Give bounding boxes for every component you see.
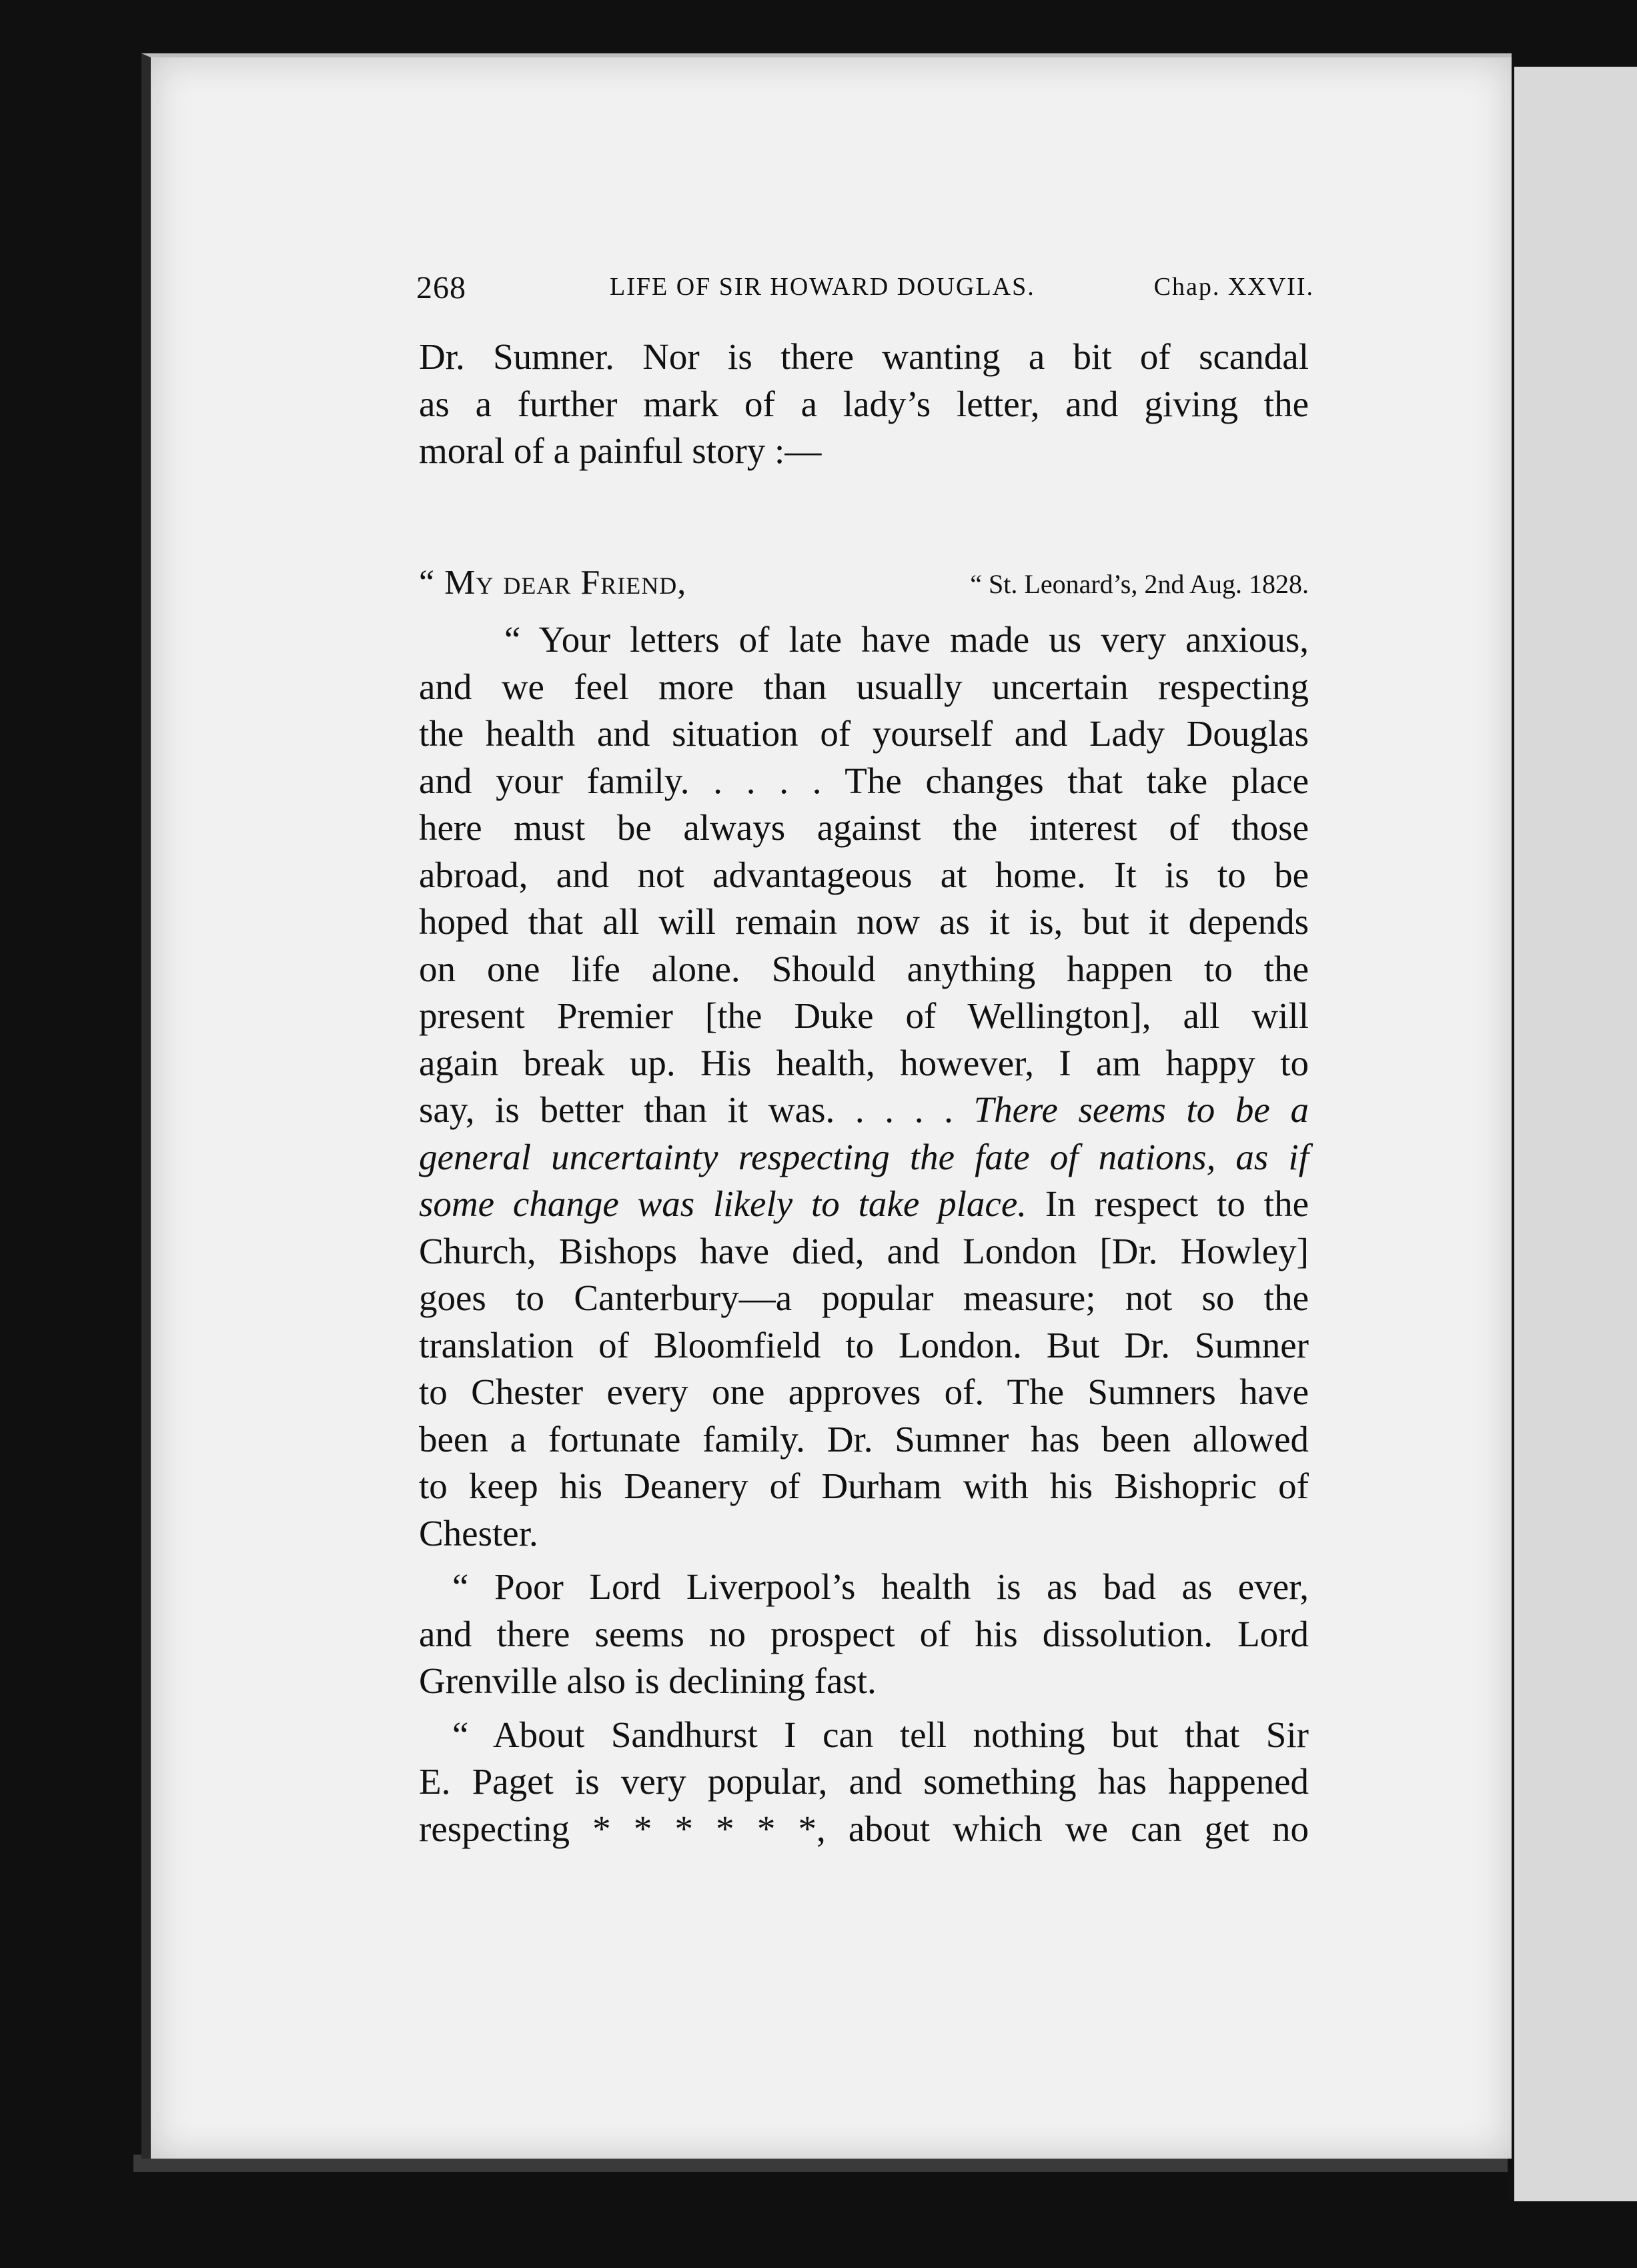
text-line: to Chester every one approves of. The Sumners have [419,1371,1309,1412]
text-line: the health and situation of yourself and Lady Douglas [419,713,1309,754]
letter-body [419,616,1309,1852]
text-line: E. Paget is very popular, and something has happened [419,1761,1309,1802]
intro-paragraph [419,334,1309,475]
text-line: again break up. His health, however, I am happy to [419,1042,1309,1083]
text-line: “ Poor Lord Liverpool’s health is as bad as ever, [452,1566,1309,1607]
book-title: LIFE OF SIR HOWARD DOUGLAS. [610,273,1035,301]
italic-text: There seems to be a [973,1089,1309,1130]
dateline: “ St. Leonard’s, 2nd Aug. 1828. [970,569,1309,599]
paragraph-gap [419,1705,1309,1712]
text-line: respecting * * * * * *, about which we can get no [419,1808,1309,1849]
text-line: on one life alone. Should anything happen to the [419,948,1309,989]
text-line: translation of Bloomfield to London. But Dr. Sumner [419,1324,1309,1365]
text-line: “ Your letters of late have made us very anxious, [504,619,1309,660]
text-line [419,1181,1309,1228]
text-line: to keep his Deanery of Durham with his Bishopric of [419,1466,1309,1506]
text-line: and your family. . . . . The changes that take place [419,760,1309,801]
text-line: moral of a painful story :— [419,430,822,471]
italic-text: some change was likely to take place. [419,1183,1027,1224]
running-head [416,269,1314,310]
salutation: “ My dear Friend, [419,564,687,602]
chapter-label: Chap. XXVII. [1153,273,1314,301]
text-fragment: In respect to the [1026,1183,1309,1224]
text-line [419,1087,1309,1134]
paragraph-gap [419,1557,1309,1564]
text-line: been a fortunate family. Dr. Sumner has been allowed [419,1418,1309,1460]
text-line: as a further mark of a lady’s letter, and giving the [419,383,1309,424]
text-line: Grenville also is declining fast. [419,1660,877,1701]
page-number: 268 [416,270,466,306]
facing-page-edge [1508,67,1637,2201]
text-line: goes to Canterbury—a popular measure; not so the [419,1277,1309,1318]
text-line: Church, Bishops have died, and London [Dr. Howley] [419,1230,1309,1271]
text-line: and we feel more than usually uncertain respecting [419,666,1309,707]
text-line: hoped that all will remain now as it is, but it depends [419,901,1309,942]
letter-header [419,563,1309,610]
text-line: Dr. Sumner. Nor is there wanting a bit of scandal [419,336,1309,377]
text-fragment: say, is better than it was. . . . . [419,1089,974,1130]
text-line: here must be always against the interest of those [419,807,1309,848]
text-line: “ About Sandhurst I can tell nothing but that Sir [452,1714,1309,1755]
italic-text-line: general uncertainty respecting the fate of nations, as if [419,1136,1309,1177]
text-line: and there seems no prospect of his dissolution. Lord [419,1613,1309,1654]
text-line: abroad, and not advantageous at home. It is to be [419,854,1309,895]
text-line: Chester. [419,1512,538,1554]
text-line: present Premier [the Duke of Wellington], all will [419,995,1309,1036]
